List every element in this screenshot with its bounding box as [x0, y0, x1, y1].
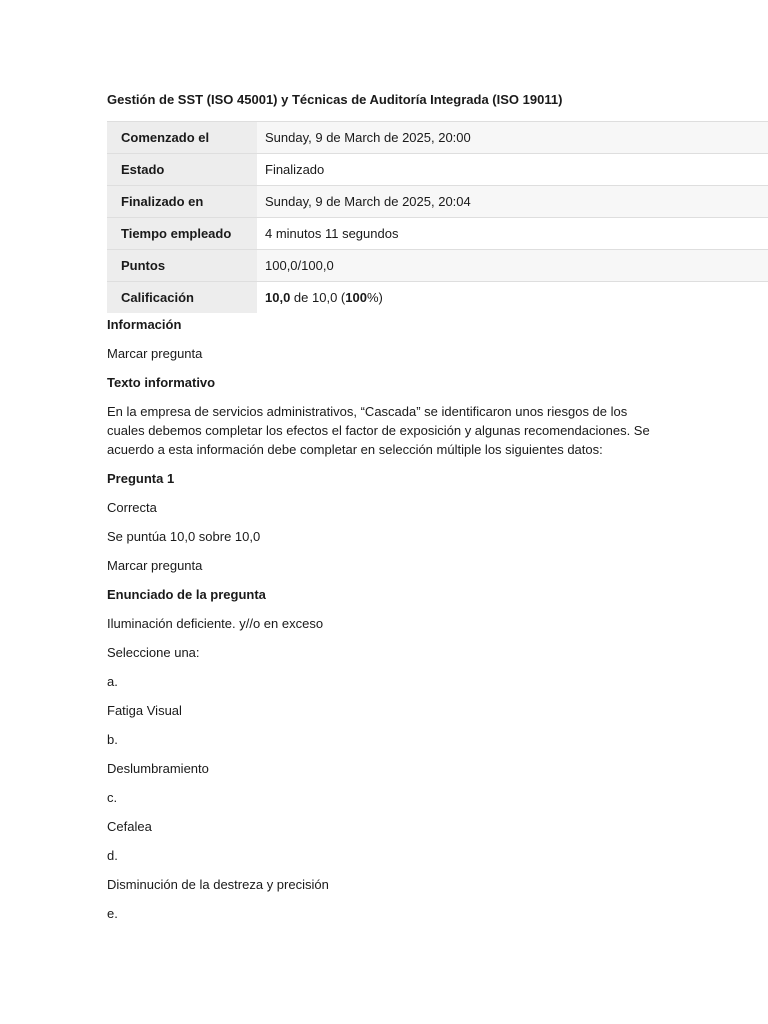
summary-row-grade [107, 282, 768, 314]
question-heading: Pregunta 1 [107, 471, 175, 486]
option-text[interactable]: Deslumbramiento [107, 761, 209, 776]
option-letter[interactable]: b. [107, 732, 118, 747]
grade-of: de 10,0 ( [290, 290, 346, 305]
summary-label: Puntos [107, 250, 257, 282]
grade-score: 10,0 [265, 290, 291, 305]
summary-value: Sunday, 9 de March de 2025, 20:00 [257, 122, 768, 154]
grade-close: %) [366, 290, 383, 305]
summary-label: Estado [107, 154, 257, 186]
summary-value: Finalizado [257, 154, 768, 186]
option-letter[interactable]: a. [107, 674, 118, 689]
summary-label: Tiempo empleado [107, 218, 257, 250]
flag-question-link[interactable]: Marcar pregunta [107, 558, 203, 573]
attempt-summary-table [107, 121, 768, 313]
page [107, 92, 768, 923]
summary-row [107, 186, 768, 218]
grade-percent: 100 [345, 290, 367, 305]
question-status: Correcta [107, 500, 157, 515]
option-text[interactable]: Disminución de la destreza y precisión [107, 877, 329, 892]
info-text: En la empresa de servicios administrativos, “Cascada” se identificaron unos riesgos de los cuales debemos completar los efectos el factor de exposición y algunas recomendaciones. Se acuerdo a esta información debe completar en selección múltiple los siguientes datos: [107, 404, 650, 457]
flag-question-link[interactable]: Marcar pregunta [107, 346, 203, 361]
summary-value: 100,0/100,0 [257, 250, 768, 282]
question-statement: Iluminación deficiente. y//o en exceso [107, 616, 324, 631]
page-title: Gestión de SST (ISO 45001) y Técnicas de Auditoría Integrada (ISO 19011) [107, 92, 563, 107]
summary-value: 4 minutos 11 segundos [257, 218, 768, 250]
summary-value: Sunday, 9 de March de 2025, 20:04 [257, 186, 768, 218]
info-text-heading: Texto informativo [107, 375, 216, 390]
summary-row [107, 154, 768, 186]
question-statement-heading: Enunciado de la pregunta [107, 587, 266, 602]
summary-row [107, 250, 768, 282]
grade-value [257, 282, 768, 314]
select-prompt: Seleccione una: [107, 645, 200, 660]
summary-row [107, 218, 768, 250]
summary-label: Calificación [107, 282, 257, 314]
summary-label: Finalizado en [107, 186, 257, 218]
info-heading: Información [107, 317, 182, 332]
option-letter[interactable]: e. [107, 906, 118, 921]
question-score: Se puntúa 10,0 sobre 10,0 [107, 529, 261, 544]
option-text[interactable]: Fatiga Visual [107, 703, 182, 718]
option-letter[interactable]: d. [107, 848, 118, 863]
summary-label: Comenzado el [107, 122, 257, 154]
summary-row [107, 122, 768, 154]
option-text[interactable]: Cefalea [107, 819, 152, 834]
option-letter[interactable]: c. [107, 790, 118, 805]
